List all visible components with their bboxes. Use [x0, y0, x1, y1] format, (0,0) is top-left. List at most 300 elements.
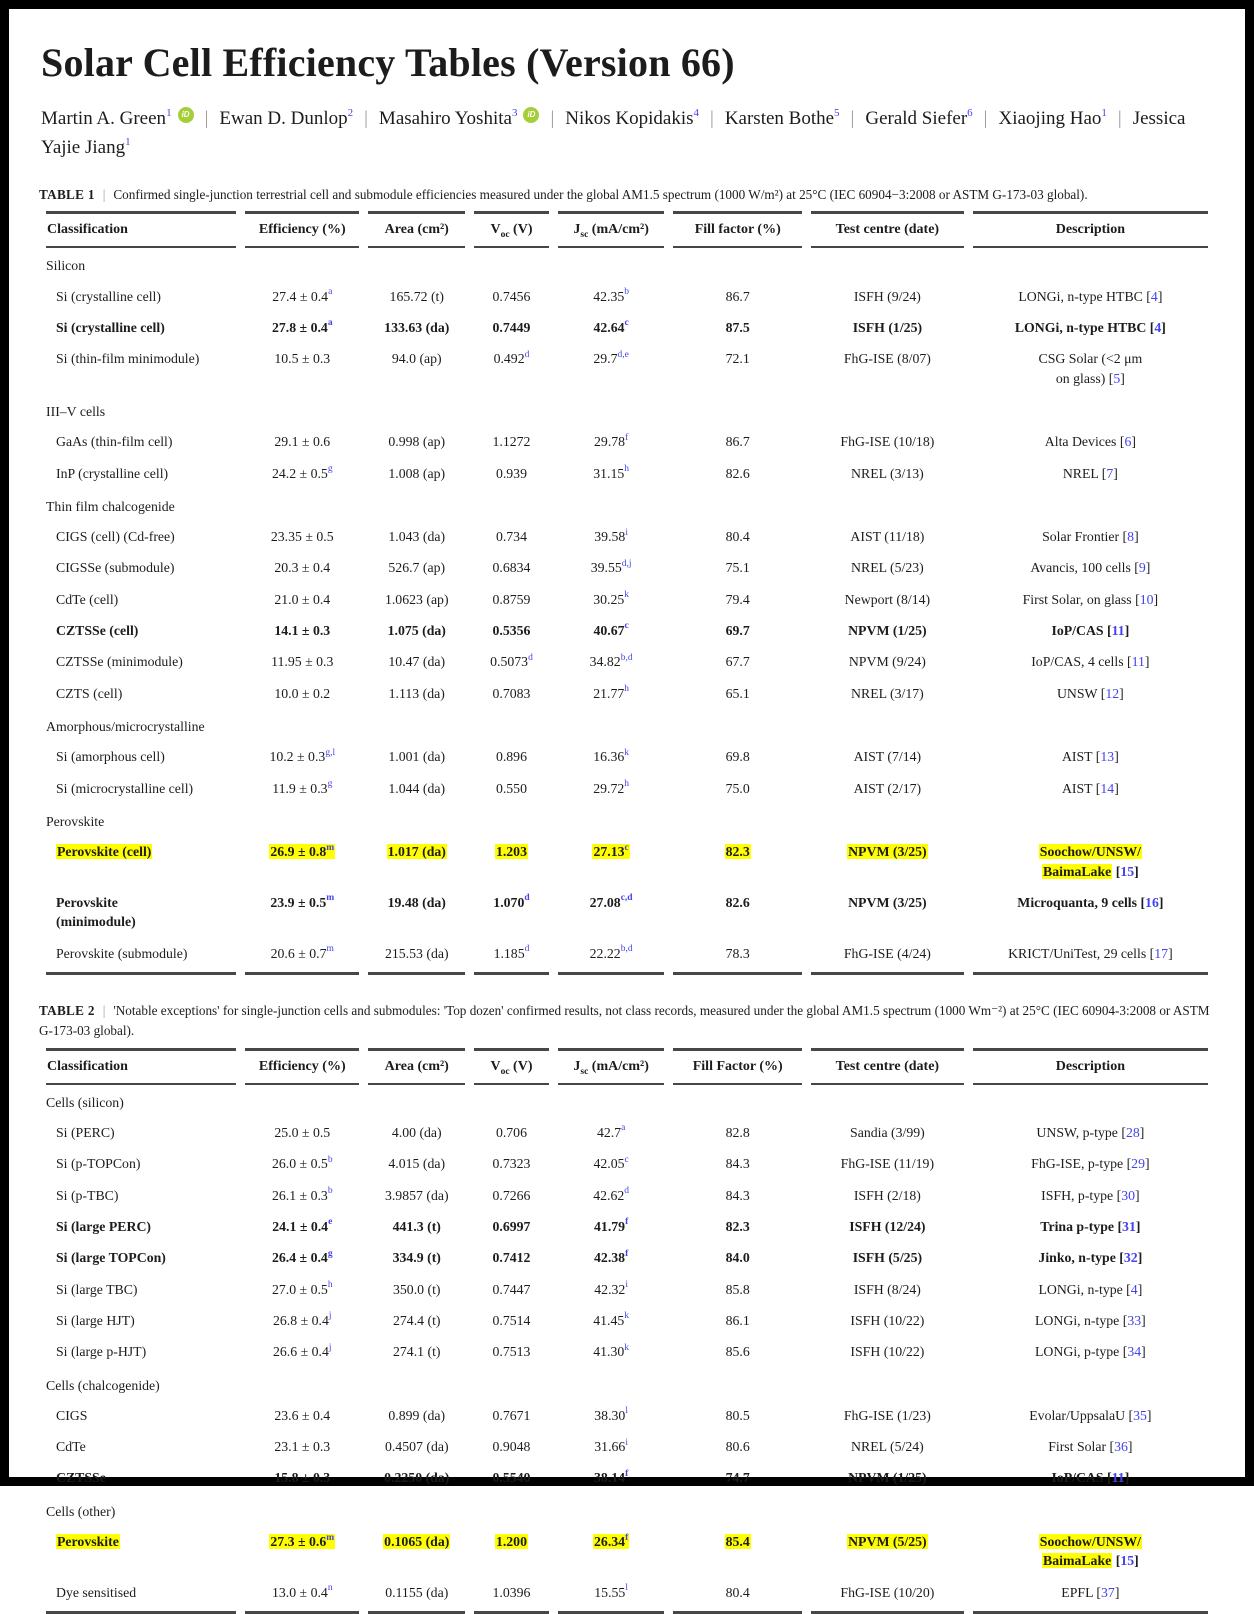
table-row — [46, 615, 1208, 646]
table-row — [46, 938, 1208, 975]
table-row — [46, 1336, 1208, 1367]
footnote-marker[interactable]: e — [328, 1217, 333, 1228]
table-cell: 11.95 ± 0.3 — [271, 654, 334, 670]
table-cell: First Solar [36] — [1048, 1439, 1133, 1455]
table-cell — [245, 1526, 359, 1577]
table-row — [46, 887, 1208, 938]
footnote-marker[interactable]: d — [528, 652, 533, 663]
reference-link[interactable]: 8 — [1127, 529, 1135, 545]
table-cell: Si (large PERC) — [56, 1218, 152, 1234]
table-cell: NREL (3/13) — [851, 465, 924, 481]
table-cell: 24.1 ± 0.4$^e$ — [272, 1217, 333, 1234]
footnote-marker[interactable]: m — [326, 943, 334, 954]
footnote-marker[interactable]: c,d — [620, 893, 633, 904]
table-row — [46, 343, 1208, 394]
footnote-marker[interactable]: d — [624, 1186, 630, 1197]
highlight: Perovskite — [57, 1534, 119, 1550]
table-cell: Perovskite (minimodule) — [56, 894, 136, 930]
column-header: Test centre (date) — [811, 211, 964, 248]
table-cell: NPVM (1/25) — [848, 623, 927, 639]
section-row — [46, 1368, 1208, 1400]
table1 — [37, 211, 1217, 975]
table-row — [46, 281, 1208, 312]
author-name: Xiaojing Hao$^1$ — [998, 106, 1107, 129]
table-cell: 38.30$^l$ — [594, 1406, 628, 1423]
table-cell: 133.63 (da) — [384, 319, 450, 335]
table-cell: 42.35$^b$ — [593, 287, 630, 304]
reference-link[interactable]: 14 — [1100, 780, 1115, 796]
table-cell: 0.706 — [495, 1125, 527, 1141]
column-header: Description — [973, 211, 1208, 248]
author-separator: | — [364, 108, 368, 129]
table-cell: Avancis, 100 cells [9] — [1030, 560, 1151, 576]
table-cell: 79.4 — [725, 591, 750, 607]
table-cell — [673, 836, 802, 887]
table-cell: 13.0 ± 0.4$^n$ — [245, 1577, 359, 1614]
table-cell: CZTSSe (minimodule) — [56, 654, 183, 670]
footnote-marker[interactable]: k — [624, 590, 630, 601]
table-cell: AIST [13] — [1061, 749, 1119, 765]
table-cell: 10.2 ± 0.3$^{g,l}$ — [269, 747, 336, 765]
reference-link[interactable]: 11 — [1131, 654, 1145, 670]
table-cell: 23.1 ± 0.3 — [274, 1439, 331, 1455]
reference-link[interactable]: 9 — [1138, 560, 1146, 576]
author-affiliation-marker[interactable]: 2 — [347, 106, 354, 119]
table-cell: CdTe — [56, 1439, 86, 1455]
table-cell: 1.070$^d$ — [493, 893, 530, 910]
table-row — [46, 1274, 1208, 1305]
table-cell: LONGi, n-type HTBC [4] — [1018, 288, 1163, 304]
footnote-marker[interactable]: h — [327, 1280, 333, 1291]
table-cell: 80.4 — [725, 529, 750, 545]
table-row — [46, 1526, 1208, 1577]
table-cell: 42.64$^c$ — [593, 318, 629, 335]
reference-link[interactable]: 15 — [1120, 863, 1135, 879]
table-cell: ISFH (1/25) — [852, 319, 923, 335]
footnote-marker[interactable]: c — [624, 1154, 629, 1165]
table-cell: Si (crystalline cell) — [56, 288, 161, 304]
table-cell: 10.47 (da) — [388, 654, 446, 670]
reference-link[interactable]: 32 — [1123, 1250, 1138, 1266]
reference-link[interactable]: 34 — [1127, 1344, 1142, 1360]
section-label: Amorphous/microcrystalline — [46, 719, 205, 735]
author-affiliation-marker[interactable]: 1 — [1101, 106, 1107, 119]
table-cell: 0.899 (da) — [388, 1407, 446, 1423]
footnote-marker[interactable]: f — [625, 1532, 629, 1543]
table-cell: 0.7671 — [492, 1407, 531, 1423]
table-cell: 20.6 ± 0.7$^m$ — [245, 938, 359, 975]
table-cell: Jinko, n-type [32] — [1038, 1250, 1143, 1266]
footnote-marker[interactable]: j — [328, 1311, 332, 1322]
footnote-marker[interactable]: i — [625, 527, 628, 538]
table-cell: 29.72$^h$ — [593, 779, 630, 796]
footnote-marker[interactable]: a — [621, 1123, 626, 1134]
table-row — [46, 1462, 1208, 1493]
table-cell: 441.3 (t) — [392, 1218, 441, 1234]
footnote-marker[interactable]: d,e — [617, 349, 629, 360]
table-cell: 94.0 (ap) — [391, 351, 442, 367]
footnote-marker[interactable]: h — [624, 779, 630, 790]
reference-link[interactable]: 17 — [1154, 945, 1169, 961]
footnote-marker[interactable]: b,d — [620, 943, 633, 954]
reference-link[interactable]: 4 — [1154, 319, 1162, 335]
column-header: Description — [973, 1048, 1208, 1085]
footnote-marker[interactable]: k — [624, 1342, 630, 1353]
table-cell: 38.14$^f$ — [594, 1468, 629, 1486]
table-cell — [245, 836, 359, 887]
column-header: Efficiency (%) — [245, 1048, 359, 1085]
table-cell: Dye sensitised — [46, 1577, 236, 1614]
reference-link[interactable]: 11 — [1111, 1470, 1125, 1486]
table-cell: 0.492$^d$ — [493, 349, 530, 367]
section-label: III–V cells — [46, 403, 106, 419]
table-cell: 1.075 (da) — [387, 623, 446, 639]
table2-caption-text: 'Notable exceptions' for single-junction cells and submodules: 'Top dozen' confirmed results, not class records, measured under the global AM1.5 spectrum (1000 Wm⁻²) at 25°C (IEC 60904-3:2008 or ASTM G-173-03 global). — [39, 1002, 1210, 1039]
table-cell: LONGi, n-type [33] — [1035, 1312, 1146, 1328]
footnote-marker[interactable]: b,d — [620, 652, 633, 663]
column-header: Area (cm²) — [368, 1048, 465, 1085]
table-row — [46, 1242, 1208, 1273]
footnote-marker[interactable]: g,l — [325, 747, 336, 758]
table-cell: Si (large TBC) — [56, 1281, 138, 1297]
reference-link[interactable]: 5 — [1113, 370, 1121, 386]
reference-link[interactable]: 33 — [1127, 1312, 1142, 1328]
footnote-marker[interactable]: a — [327, 318, 333, 329]
table-row — [46, 1117, 1208, 1148]
footnote-marker[interactable]: k — [624, 1311, 630, 1322]
table-cell: Trina p-type [31] — [1040, 1218, 1141, 1234]
footnote-marker[interactable]: g — [327, 779, 333, 790]
table-cell: 0.939 — [495, 465, 527, 481]
table-cell: ISFH (10/22) — [850, 1344, 925, 1360]
table-cell: 39.58$^i$ — [594, 527, 628, 545]
table-cell: AIST (2/17) — [853, 780, 922, 796]
subscript: sc — [580, 230, 589, 241]
column-header: $V_{oc}$ (V) — [474, 1048, 549, 1085]
table-cell: AIST (11/18) — [850, 529, 925, 545]
table-cell: ISFH (9/24) — [853, 288, 921, 304]
table-cell: NPVM (1/25) — [848, 1470, 927, 1486]
table-cell — [558, 836, 665, 887]
footnote-marker[interactable]: b — [327, 1186, 333, 1197]
subscript: oc — [500, 230, 510, 241]
table-row — [46, 836, 1208, 887]
section-label: Cells (silicon) — [46, 1094, 124, 1110]
orcid-icon[interactable]: iD — [523, 107, 539, 123]
table-cell: 0.896 — [495, 749, 527, 765]
table-cell: 4.00 (da) — [391, 1125, 442, 1141]
table-cell: Si (microcrystalline cell) — [56, 780, 194, 796]
table-row — [46, 552, 1208, 583]
table-cell: 0.7514 — [492, 1312, 531, 1328]
footnote-marker[interactable]: g — [327, 1248, 333, 1259]
footnote-marker[interactable]: c — [624, 318, 629, 329]
table-cell: 0.6997 — [492, 1218, 531, 1234]
footnote-marker[interactable]: i — [625, 1280, 628, 1291]
reference-link[interactable]: 35 — [1133, 1407, 1147, 1423]
reference-link[interactable]: 28 — [1125, 1125, 1140, 1141]
reference-link[interactable]: 4 — [1130, 1281, 1138, 1297]
table2-caption — [39, 1001, 1215, 1042]
table-cell: 85.6 — [725, 1344, 750, 1360]
reference-link[interactable]: 11 — [1111, 623, 1125, 639]
table-cell: 42.62$^d$ — [593, 1186, 630, 1203]
table-cell: KRICT/UniTest, 29 cells [17] — [973, 938, 1208, 975]
table-cell: CIGS (cell) (Cd-free) — [56, 529, 175, 545]
table-cell: Soochow/UNSW/ BaimaLake [15] — [1039, 1534, 1141, 1569]
footnote-marker[interactable]: c — [624, 842, 629, 853]
footnote-marker[interactable]: m — [326, 1532, 335, 1543]
table-cell: 15.55$^l$ — [558, 1577, 665, 1614]
table-cell: 526.7 (ap) — [388, 560, 446, 576]
table-cell: UNSW [12] — [1056, 685, 1124, 701]
table-cell: 0.5073$^d$ — [490, 652, 533, 670]
footnote-marker[interactable]: d — [524, 349, 530, 360]
footnote-marker[interactable]: h — [624, 463, 630, 474]
table-cell: InP (crystalline cell) — [56, 465, 169, 481]
reference-link[interactable]: 4 — [1150, 288, 1158, 304]
table-cell: NREL (5/23) — [851, 560, 924, 576]
table-cell: 72.1 — [725, 351, 750, 367]
column-header: Fill factor (%) — [673, 211, 802, 248]
reference-link[interactable]: 13 — [1100, 749, 1115, 765]
table2-label: TABLE 2 — [39, 1002, 95, 1018]
table-cell: First Solar, on glass [10] — [1022, 591, 1159, 607]
highlight: 1.017 (da) — [387, 844, 446, 860]
reference-link[interactable]: 31 — [1122, 1218, 1136, 1234]
author-affiliation-marker[interactable]: 4 — [693, 106, 699, 119]
table-cell: EPFL [37] — [973, 1577, 1208, 1614]
table-cell: 0.7447 — [492, 1281, 531, 1297]
reference-link[interactable]: 6 — [1124, 434, 1132, 450]
table-cell — [46, 1526, 236, 1577]
table-cell: 41.30$^k$ — [593, 1342, 630, 1360]
reference-link[interactable]: 7 — [1106, 465, 1114, 481]
reference-link[interactable]: 10 — [1139, 591, 1154, 607]
footnote-marker[interactable]: f — [625, 1217, 629, 1228]
highlight: 27.3 ± 0.6$^m$ — [270, 1532, 335, 1550]
table-cell: AIST [14] — [1061, 780, 1119, 796]
table-cell: CIGSSe (submodule) — [56, 560, 175, 576]
author-affiliation-marker[interactable]: 3 — [511, 106, 518, 119]
section-row — [46, 1494, 1208, 1526]
table-row — [46, 773, 1208, 804]
table-cell: CZTSSe (cell) — [56, 623, 139, 639]
table-cell: 23.6 ± 0.4 — [274, 1407, 331, 1423]
table-row — [46, 458, 1208, 489]
table-cell: CZTSSe — [56, 1470, 106, 1486]
table-cell: 10.5 ± 0.3 — [274, 351, 331, 367]
footnote-marker[interactable]: d — [524, 943, 530, 954]
table-cell: 41.45$^k$ — [593, 1311, 630, 1328]
highlight: 26.34$^f$ — [594, 1532, 629, 1550]
column-header: Classification — [46, 211, 236, 248]
table-cell: Alta Devices [6] — [1044, 434, 1136, 450]
table-cell: 86.7 — [725, 434, 750, 450]
table-cell: 69.8 — [725, 749, 750, 765]
table-cell: 4.015 (da) — [388, 1156, 446, 1172]
table-cell: 67.7 — [725, 654, 750, 670]
reference-link[interactable]: 29 — [1131, 1156, 1145, 1172]
footnote-marker[interactable]: b — [327, 1154, 333, 1165]
table-cell — [811, 836, 964, 887]
section-row — [46, 394, 1208, 426]
footnote-marker[interactable]: h — [624, 684, 630, 695]
author-name: Nikos Kopidakis$^4$ — [565, 106, 699, 129]
table-cell: Evolar/UppsalaU [35] — [1029, 1407, 1152, 1423]
table-cell: 34.82$^{b,d}$ — [589, 652, 633, 670]
author-name: Karsten Bothe$^5$ — [724, 106, 840, 129]
column-header: Test centre (date) — [811, 1048, 964, 1085]
table-row — [46, 426, 1208, 457]
table-cell: 25.0 ± 0.5 — [274, 1125, 331, 1141]
section-label: Silicon — [46, 258, 86, 274]
table-cell: 65.1 — [725, 685, 750, 701]
table-cell: 86.7 — [725, 288, 750, 304]
table-cell: NREL (5/24) — [851, 1439, 924, 1455]
column-header: Classification — [46, 1048, 236, 1085]
table1-caption — [39, 185, 1215, 205]
table-cell: 27.4 ± 0.4$^a$ — [272, 287, 333, 304]
table-cell: NPVM (3/25) — [848, 894, 927, 910]
table-cell: 75.1 — [725, 560, 750, 576]
footnote-marker[interactable]: c — [624, 621, 629, 632]
footnote-marker[interactable]: l — [625, 1583, 628, 1594]
table-cell: 87.5 — [725, 319, 750, 335]
table-cell: 10.0 ± 0.2 — [274, 685, 331, 701]
footnote-marker[interactable]: f — [625, 1248, 629, 1259]
table-cell: 1.113 (da) — [388, 685, 445, 701]
table-cell: 274.1 (t) — [393, 1344, 441, 1360]
table-cell: 29.7$^{d,e}$ — [593, 349, 629, 367]
table-cell: 78.3 — [673, 938, 802, 975]
table-cell: 84.0 — [725, 1250, 750, 1266]
footnote-marker[interactable]: m — [326, 893, 335, 904]
table-cell: 1.001 (da) — [388, 749, 446, 765]
table-cell: 0.7513 — [492, 1344, 531, 1360]
reference-link[interactable]: 15 — [1120, 1553, 1135, 1569]
footnote-marker[interactable]: k — [624, 747, 630, 758]
table-cell: 1.1272 — [492, 434, 531, 450]
footnote-marker[interactable]: i — [625, 1437, 628, 1448]
orcid-icon[interactable]: iD — [178, 107, 194, 123]
footnote-marker[interactable]: l — [625, 1406, 628, 1417]
author-list — [41, 104, 1217, 163]
table-cell: 42.38$^f$ — [594, 1248, 629, 1266]
table-cell: FhG-ISE (10/20) — [811, 1577, 964, 1614]
table-row — [46, 678, 1208, 709]
footnote-marker[interactable]: b — [624, 287, 630, 298]
author-name: Martin A. Green$^1$ — [41, 106, 172, 129]
reference-link[interactable]: 30 — [1121, 1187, 1136, 1203]
table-cell: Si (crystalline cell) — [56, 319, 165, 335]
table-cell: 82.8 — [725, 1125, 750, 1141]
table-cell: 22.22$^{b,d}$ — [558, 938, 665, 975]
table-cell: CSG Solar (<2 μm on glass) [5] — [1038, 351, 1143, 386]
reference-link[interactable]: 16 — [1145, 894, 1159, 910]
table-row — [46, 1211, 1208, 1242]
footnote-marker[interactable]: f — [625, 1468, 629, 1479]
highlight: 82.3 — [725, 844, 750, 860]
table-cell: 80.6 — [725, 1439, 750, 1455]
table-cell: 27.08$^{c,d}$ — [589, 893, 633, 910]
reference-link[interactable]: 36 — [1114, 1439, 1128, 1455]
footnote-marker[interactable]: f — [625, 432, 629, 443]
footnote-marker[interactable]: m — [326, 842, 335, 853]
table-cell: UNSW, p-type [28] — [1036, 1125, 1145, 1141]
table-cell — [368, 836, 465, 887]
section-label: Thin film chalcogenide — [46, 498, 175, 514]
author-name: Gerald Siefer$^6$ — [865, 106, 973, 129]
table-cell: 26.0 ± 0.5$^b$ — [271, 1154, 333, 1172]
table-cell: 1.0396 — [474, 1577, 549, 1614]
author-separator: | — [550, 108, 555, 129]
table-cell: Solar Frontier [8] — [1042, 529, 1139, 545]
table-cell: ISFH, p-type [30] — [1041, 1187, 1140, 1203]
author-separator: | — [1117, 108, 1122, 129]
highlight: 1.203 — [495, 844, 527, 860]
author-separator: | — [983, 108, 988, 129]
table-cell: CZTS (cell) — [56, 685, 123, 701]
highlight: Perovskite (cell) — [57, 844, 152, 860]
table-cell: 29.78$^f$ — [594, 432, 629, 450]
header-row — [46, 1048, 1208, 1085]
column-header: $J_{sc}$ (mA/cm²) — [558, 211, 665, 248]
author-name: Masahiro Yoshita$^3$ — [378, 106, 518, 129]
table-row — [46, 521, 1208, 552]
table-cell: NPVM (9/24) — [848, 654, 926, 670]
reference-link[interactable]: 12 — [1105, 685, 1120, 701]
author-affiliation-marker[interactable]: 1 — [125, 136, 131, 149]
table-cell: 0.7266 — [492, 1187, 531, 1203]
table-cell: 0.8759 — [492, 591, 531, 607]
table-cell: 39.55$^{d,j}$ — [590, 558, 632, 576]
footnote-marker[interactable]: g — [327, 463, 333, 474]
table-cell: ISFH (2/18) — [853, 1187, 921, 1203]
table-cell: 80.5 — [725, 1407, 750, 1423]
table-cell: NREL [7] — [1062, 465, 1118, 481]
table-cell: 0.7456 — [492, 288, 531, 304]
reference-link[interactable]: 37 — [1101, 1584, 1115, 1600]
table-cell: 0.5540 — [492, 1470, 531, 1486]
table-cell: 15.8 ± 0.3 — [274, 1470, 331, 1486]
column-header: Area (cm²) — [368, 211, 465, 248]
author-name: Jessica Yajie Jiang$^1$ — [41, 108, 1186, 159]
footnote-marker[interactable]: j — [328, 1342, 332, 1353]
table-cell — [673, 1526, 802, 1577]
footnote-marker[interactable]: n — [327, 1583, 333, 1594]
footnote-marker[interactable]: d — [524, 893, 530, 904]
author-affiliation-marker[interactable]: 5 — [834, 106, 840, 119]
table-cell: Si (large HJT) — [56, 1312, 135, 1328]
table-cell: 0.550 — [495, 780, 527, 796]
footnote-marker[interactable]: d,j — [621, 558, 632, 569]
table-cell: Si (amorphous cell) — [56, 749, 165, 765]
table-cell: AIST (7/14) — [853, 749, 922, 765]
table-cell: 84.3 — [725, 1187, 750, 1203]
table-row — [46, 312, 1208, 343]
table-row — [46, 646, 1208, 677]
table-cell: 86.1 — [725, 1312, 750, 1328]
table-row — [46, 741, 1208, 772]
author-affiliation-marker[interactable]: 1 — [166, 106, 172, 119]
table-cell: 0.4507 (da) — [384, 1439, 449, 1455]
footnote-marker[interactable]: a — [328, 287, 333, 298]
author-affiliation-marker[interactable]: 6 — [967, 106, 973, 119]
table-cell: 82.6 — [725, 465, 750, 481]
table-cell: 1.043 (da) — [388, 529, 446, 545]
table-cell — [811, 1526, 964, 1577]
